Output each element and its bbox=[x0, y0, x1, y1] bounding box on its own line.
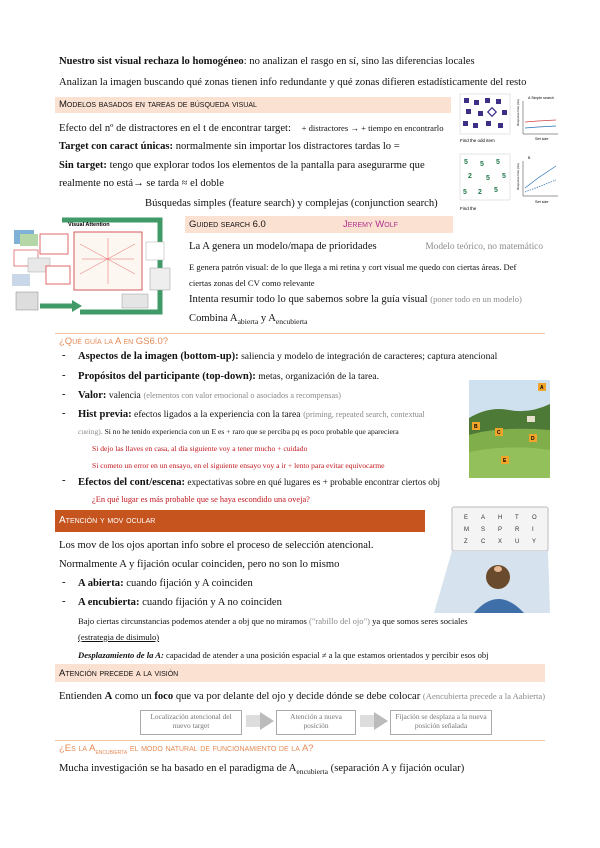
distractor-effect-text: Efecto del nº de distractores en el t de encontrar target: bbox=[59, 123, 291, 134]
fixation-line: Normalmente A y fijación ocular coinciden, pero no son lo mismo bbox=[59, 559, 340, 570]
bullet-dash: - bbox=[62, 408, 66, 419]
priority-map-line bbox=[189, 240, 543, 254]
visual-search-figure bbox=[458, 92, 562, 216]
screen-letter: S bbox=[481, 527, 486, 533]
overt-attention-item bbox=[78, 577, 253, 591]
digit-two: 2 bbox=[478, 189, 482, 196]
flow-arrow bbox=[374, 712, 388, 730]
no-target-line-2: realmente no está→ se tarda ≈ el doble bbox=[59, 178, 224, 189]
no-target-line bbox=[59, 159, 425, 173]
flow-arrow bbox=[246, 715, 260, 727]
summary-line bbox=[189, 292, 522, 307]
example-sheep: ¿En qué lugar es más probable que se haya escondido una oveja? bbox=[92, 495, 310, 504]
screen-letter: X bbox=[498, 539, 503, 545]
guide-item-5-rest: expectativas sobre en qué lugares es + probable encontrar ciertos obj bbox=[185, 477, 441, 487]
chart-a-xlabel: Set size bbox=[535, 137, 549, 141]
strategy-line: (estrategia de disimulo) bbox=[78, 632, 160, 642]
guided-search-diagram bbox=[10, 214, 182, 322]
section-header-models: Modelos basados en tareas de búsqueda visual bbox=[59, 99, 257, 110]
intro-line-2: Analizan la imagen buscando qué zonas tienen info redundante y qué zonas difieren estadísticamente del resto bbox=[59, 77, 527, 88]
search-types-line: Búsquedas simples (feature search) y complejas (conjunction search) bbox=[145, 198, 438, 209]
digit-five: 5 bbox=[463, 189, 467, 196]
no-target-bold: Sin target: bbox=[59, 160, 107, 171]
research-rest: (separación A y fijación ocular) bbox=[328, 763, 465, 774]
guide-item-3-rest: valencia bbox=[106, 390, 141, 401]
guide-item-2-bold: Propósitos del participante (top-down): bbox=[78, 371, 256, 382]
screen-letter: T bbox=[515, 515, 519, 521]
bullet-dash: - bbox=[62, 596, 66, 607]
flow-step-2: Atención a nueva posición bbox=[276, 710, 356, 735]
chart-b-ylabel: Response time (ms) bbox=[516, 163, 520, 190]
section-header-guides: ¿Qué guía la A en GS6.0? bbox=[59, 336, 169, 347]
priority-map-note: Modelo teórico, no matemático bbox=[425, 242, 544, 252]
research-line bbox=[59, 762, 464, 779]
guide-item-4-note: (priming, repeated search, contextual bbox=[303, 410, 425, 419]
distractor-effect-line bbox=[59, 121, 444, 136]
focus-bold-a: A bbox=[104, 691, 113, 702]
guided-author: Jeremy Wolf bbox=[343, 219, 398, 230]
guide-item-5 bbox=[78, 475, 440, 490]
guide-item-2-rest: metas, organización de la tarea. bbox=[255, 371, 379, 382]
natural-header-pre: ¿Es la A bbox=[59, 743, 96, 754]
digit-five: 5 bbox=[486, 175, 490, 182]
focus-pre: Entienden bbox=[59, 691, 105, 702]
bullet-dash: - bbox=[62, 370, 66, 381]
priority-map-text: La A genera un modelo/mapa de prioridades bbox=[189, 241, 377, 252]
covert-attention-bold: A encubierta: bbox=[78, 597, 140, 608]
displacement-rest: capacidad de atender a una posición espacial ≠ a la que estamos orientados y percibir esos obj bbox=[163, 650, 489, 660]
bullet-dash: - bbox=[62, 350, 66, 361]
focus-line bbox=[59, 689, 545, 704]
combine-mid: y A bbox=[258, 313, 276, 324]
photo-label: D bbox=[531, 436, 535, 442]
guide-item-1-rest: saliencia y modelo de integración de caracteres; captura atencional bbox=[238, 351, 498, 362]
eye-movement-line: Los mov de los ojos aportan info sobre el proceso de selección atencional. bbox=[59, 540, 374, 551]
flow-step-1: Localización atencional del nuevo target bbox=[140, 710, 242, 735]
screen-letter: C bbox=[481, 539, 486, 545]
chart-a-title: A Simple search bbox=[528, 96, 554, 100]
corner-eye-note: ("rabillo del ojo") bbox=[309, 616, 370, 626]
combine-sub-abierta: abierta bbox=[237, 317, 259, 327]
guide-item-3 bbox=[78, 389, 341, 403]
natural-header-rest: el modo natural de funcionamiento de la A? bbox=[127, 743, 314, 754]
guide-item-3-note: (elementos con valor emocional o asociados a recompensas) bbox=[143, 391, 342, 400]
flow-arrow bbox=[360, 715, 374, 727]
digit-five: 5 bbox=[494, 187, 498, 194]
screen-letter: Y bbox=[532, 539, 537, 545]
screen-letter: A bbox=[481, 515, 486, 521]
digit-five: 5 bbox=[464, 159, 468, 166]
focus-note: (Aencubierta precede a la Aabierta) bbox=[422, 691, 546, 701]
photo-label: B bbox=[474, 424, 478, 430]
flow-step-3: Fijación se desplaza a la nueva posición señalada bbox=[390, 710, 492, 735]
screen-letter: U bbox=[515, 539, 520, 545]
intro-bold: Nuestro sist visual rechaza lo homogéneo bbox=[59, 56, 244, 67]
corner-of-eye-line bbox=[78, 614, 468, 628]
intro-line-1 bbox=[59, 55, 475, 69]
guide-item-1 bbox=[78, 350, 497, 364]
section-header-guided: Guided search 6.0 bbox=[189, 219, 266, 230]
natural-divider bbox=[55, 740, 545, 741]
overt-attention-rest: cuando fijación y A coinciden bbox=[123, 578, 253, 589]
research-sub: encubierta bbox=[296, 767, 329, 777]
combine-sub-encubierta: encubierta bbox=[275, 317, 308, 327]
no-target-rest: tengo que explorar todos los elementos de la pantalla para asegurarme que bbox=[106, 160, 425, 171]
screen-letter: P bbox=[498, 527, 503, 533]
diagram-title: Visual Attention bbox=[68, 222, 110, 228]
section-header-natural bbox=[59, 743, 314, 756]
digit-five: 5 bbox=[496, 159, 500, 166]
intro-rest: : no analizan el rasgo en sí, sino las diferencias locales bbox=[243, 56, 475, 67]
find-odd-label: Find the odd item bbox=[460, 138, 495, 143]
screen-letter: E bbox=[464, 515, 469, 521]
hist-continuation bbox=[78, 425, 399, 439]
screen-letter: M bbox=[464, 527, 469, 533]
photo-label: E bbox=[503, 458, 507, 464]
guide-item-2 bbox=[78, 370, 379, 384]
target-unique-line bbox=[59, 140, 400, 154]
digit-two: 2 bbox=[468, 173, 472, 180]
hist-cont-note: cueing). bbox=[78, 427, 103, 436]
corner-eye-text: Bajo ciertas circunstancias podemos atender a obj que no miramos bbox=[78, 616, 307, 626]
guide-item-4 bbox=[78, 408, 425, 422]
combine-line bbox=[189, 312, 308, 329]
displacement-bold: Desplazamiento de la A: bbox=[78, 650, 164, 660]
guide-item-4-rest: efectos ligados a la experiencia con la tarea bbox=[131, 409, 301, 420]
focus-bold-foco: foco bbox=[154, 691, 174, 702]
focus-mid: como un bbox=[112, 691, 155, 702]
guide-item-5-bold: Efectos del cont/escena: bbox=[78, 477, 186, 488]
summary-note: (poner todo en un modelo) bbox=[430, 294, 522, 304]
covert-attention-rest: cuando fijación y A no coinciden bbox=[139, 597, 282, 608]
bullet-dash: - bbox=[62, 389, 66, 400]
find-the-label: Find the bbox=[460, 206, 477, 211]
guides-divider bbox=[55, 333, 545, 334]
flow-arrow bbox=[260, 712, 274, 730]
example-keys: Si dejo las llaves en casa, al día siguiente voy a tener mucho + cuidado bbox=[92, 444, 308, 453]
screen-letter: I bbox=[532, 527, 534, 533]
combine-pre: Combina A bbox=[189, 313, 238, 324]
section-header-attention: Atención y mov ocular bbox=[59, 515, 156, 526]
guide-item-1-bold: Aspectos de la imagen (bottom-up): bbox=[78, 351, 239, 362]
distractor-effect-note: + distractores → + tiempo en encontrarlo bbox=[301, 123, 444, 133]
bullet-dash: - bbox=[62, 577, 66, 588]
section-header-precedes: Atención precede a la visión bbox=[59, 668, 179, 679]
guide-item-4-bold: Hist previa: bbox=[78, 409, 132, 420]
photo-label: C bbox=[497, 430, 501, 436]
hist-cont-text: Si no he tenido experiencia con un E es + raro que se perciba pq es poco probable que apareciera bbox=[102, 427, 399, 436]
displacement-line bbox=[78, 648, 489, 662]
target-unique-bold: Target con caract únicas: bbox=[59, 141, 174, 152]
summary-text: Intenta resumir todo lo que sabemos sobre la guía visual bbox=[189, 294, 428, 305]
focus-rest: que va por delante del ojo y decide dónde se debe colocar bbox=[173, 691, 421, 702]
target-unique-rest: normalmente sin importar los distractores tardas lo = bbox=[173, 141, 400, 152]
bullet-dash: - bbox=[62, 475, 66, 486]
visual-pattern-line: E genera patrón visual: de lo que llega a mi retina y cort visual me quedo con ciertas áreas. Def bbox=[189, 262, 517, 272]
chart-a-ylabel: Response time (ms) bbox=[516, 99, 520, 126]
natural-header-sub: encubierta bbox=[95, 748, 128, 756]
chart-b-xlabel: Set size bbox=[535, 200, 549, 204]
overt-attention-bold: A abierta: bbox=[78, 578, 124, 589]
visual-pattern-line-2: ciertas zonas del CV como relevante bbox=[189, 278, 315, 288]
corner-eye-rest: ya que somos seres sociales bbox=[369, 616, 468, 626]
screen-letter: R bbox=[515, 527, 520, 533]
example-error: Si cometo un error en un ensayo, en el siguiente ensayo voy a ir + lento para evitar equivocarme bbox=[92, 461, 385, 470]
landscape-photo bbox=[469, 380, 550, 478]
digit-five: 5 bbox=[480, 161, 484, 168]
photo-label: A bbox=[540, 385, 544, 391]
person-screen-illustration bbox=[434, 503, 550, 613]
covert-attention-item bbox=[78, 596, 282, 610]
chart-b-title: B bbox=[528, 156, 531, 160]
research-pre: Mucha investigación se ha basado en el paradigma de A bbox=[59, 763, 297, 774]
screen-letter: H bbox=[498, 515, 503, 521]
screen-letter: Z bbox=[464, 539, 468, 545]
digit-five: 5 bbox=[502, 173, 506, 180]
screen-letter: O bbox=[532, 515, 537, 521]
guide-item-3-bold: Valor: bbox=[78, 390, 107, 401]
